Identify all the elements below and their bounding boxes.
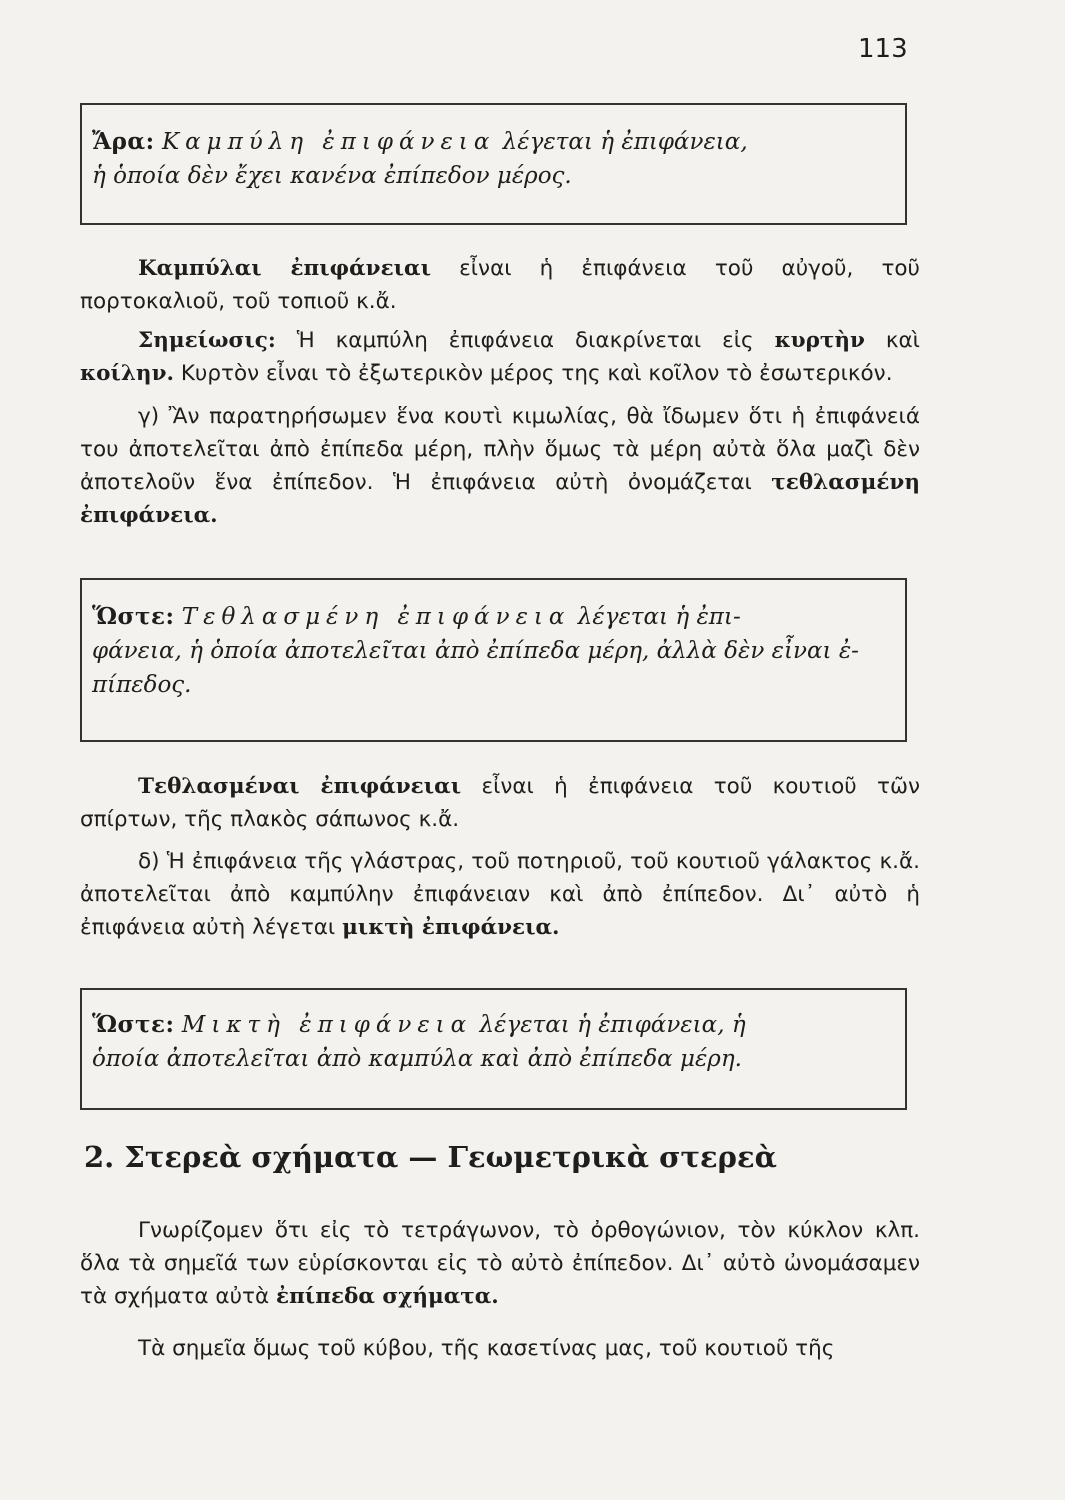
definition-label: Ὥστε: (92, 1011, 175, 1038)
bold-term: Καμπύλαι ἐπιφάνειαι (138, 256, 431, 281)
bold-term: ἐπίπεδα σχήματα. (276, 1284, 499, 1309)
paragraph-text: γ) Ἂν παρατηρήσωμεν ἕνα κουτὶ κιμωλίας, θὰ ἴδωμεν ὅτι ἡ ἐπιφάνειά του ἀποτελεῖται ἀπὸ ἐπίπεδα μέρη, πλὴν ὅμως τὰ μέρη αὐτὰ ὅλα μαζὶ δὲν ἀποτελοῦν ἕνα ἐπίπεδον. Ἡ ἐπιφάνεια αὐτὴ ὀνομάζεται (80, 404, 920, 495)
definition-line (82, 1008, 905, 1042)
note-label: Σημείωσις: (138, 328, 276, 353)
section-number: 2. (84, 1140, 115, 1174)
bold-term: κυρτὴν (774, 328, 865, 353)
definition-box-curved-surface (80, 103, 907, 225)
definition-label: Ἄρα: (92, 128, 155, 155)
definition-line (82, 125, 905, 159)
paragraph-chalk-box (80, 400, 920, 532)
definition-term: Μικτὴ ἐπιφάνεια (181, 1012, 473, 1038)
paragraph-text: Τὰ σημεῖα ὅμως τοῦ κύβου, τῆς κασετίνας μας, τοῦ κουτιοῦ τῆς (138, 1336, 835, 1361)
definition-line: φάνεια, ἡ ὁποία ἀποτελεῖται ἀπὸ ἐπίπεδα μέρη, ἀλλὰ δὲν εἶναι ἐ- (92, 638, 859, 664)
paragraph-text: εἶναι ἡ ἐπιφάνεια τοῦ κουτιοῦ τῶν σπίρτων, τῆς πλακὸς σάπωνος κ.ἄ. (80, 774, 920, 832)
bold-term: Τεθλασμέναι ἐπιφάνειαι (138, 774, 462, 799)
definition-box-mixed-surface (80, 988, 907, 1110)
paragraph-polyhedral-examples (80, 770, 920, 836)
definition-text: λέγεται ἡ ἐπιφάνεια, ἡ (479, 1012, 746, 1038)
definition-line: ἡ ὁποία δὲν ἔχει κανένα ἐπίπεδον μέρος. (92, 163, 572, 189)
definition-box-polyhedral-surface (80, 578, 907, 742)
paragraph-text: Ἡ καμπύλη ἐπιφάνεια διακρίνεται εἰς (296, 328, 754, 353)
definition-line (82, 600, 905, 634)
paragraph-text: Κυρτὸν εἶναι τὸ ἐξωτερικὸν μέρος της καὶ κοῖλον τὸ ἐσωτερικόν. (180, 361, 893, 386)
definition-text: λέγεται ἡ ἐπιφάνεια, (502, 129, 748, 155)
paragraph-solids (80, 1332, 920, 1365)
definition-term: Καμπύλη ἐπιφάνεια (161, 129, 496, 155)
paragraph-plane-figures (80, 1214, 920, 1313)
paragraph-text: καὶ (885, 328, 920, 353)
definition-line: ὁποία ἀποτελεῖται ἀπὸ καμπύλα καὶ ἀπὸ ἐπίπεδα μέρη. (92, 1046, 742, 1072)
paragraph-text: Γνωρίζομεν ὅτι εἰς τὸ τετράγωνον, τὸ ὀρθογώνιον, τὸν κύκλον κλπ. ὅλα τὰ σημεῖά των εὑρίσκονται εἰς τὸ αὐτὸ ἐπίπεδον. Δι᾽ αὐτὸ ὠνομάσαμεν τὰ σχήματα αὐτὰ (80, 1218, 920, 1309)
paragraph-curved-examples (80, 252, 920, 318)
paragraph-text: εἶναι ἡ ἐπιφάνεια τοῦ αὐγοῦ, τοῦ πορτοκαλιοῦ, τοῦ τοπιοῦ κ.ἄ. (80, 256, 920, 314)
definition-label: Ὥστε: (92, 603, 175, 630)
page-number: 113 (858, 34, 908, 64)
paragraph-note (80, 324, 920, 390)
definition-term: Τεθλασμένη ἐπιφάνεια (181, 604, 571, 630)
bold-term: μικτὴ ἐπιφάνεια. (342, 915, 560, 940)
section-heading (84, 1140, 777, 1174)
definition-line: πίπεδος. (92, 672, 192, 698)
definition-text: λέγεται ἡ ἐπι- (577, 604, 741, 630)
section-title: Στερεὰ σχήματα — Γεωμετρικὰ στερεὰ (124, 1140, 777, 1174)
bold-term: κοίλην. (80, 361, 174, 386)
bold-term: τεθλασμένη ἐπιφάνεια. (80, 470, 920, 528)
paragraph-text: δ) Ἡ ἐπιφάνεια τῆς γλάστρας, τοῦ ποτηριοῦ, τοῦ κουτιοῦ γάλακτος κ.ἄ. ἀποτελεῖται ἀπὸ καμπύλην ἐπιφάνειαν καὶ ἀπὸ ἐπίπεδον. Δι᾽ αὐτὸ ἡ ἐπιφάνεια αὐτὴ λέγεται (80, 849, 920, 940)
paragraph-mixed (80, 845, 920, 944)
